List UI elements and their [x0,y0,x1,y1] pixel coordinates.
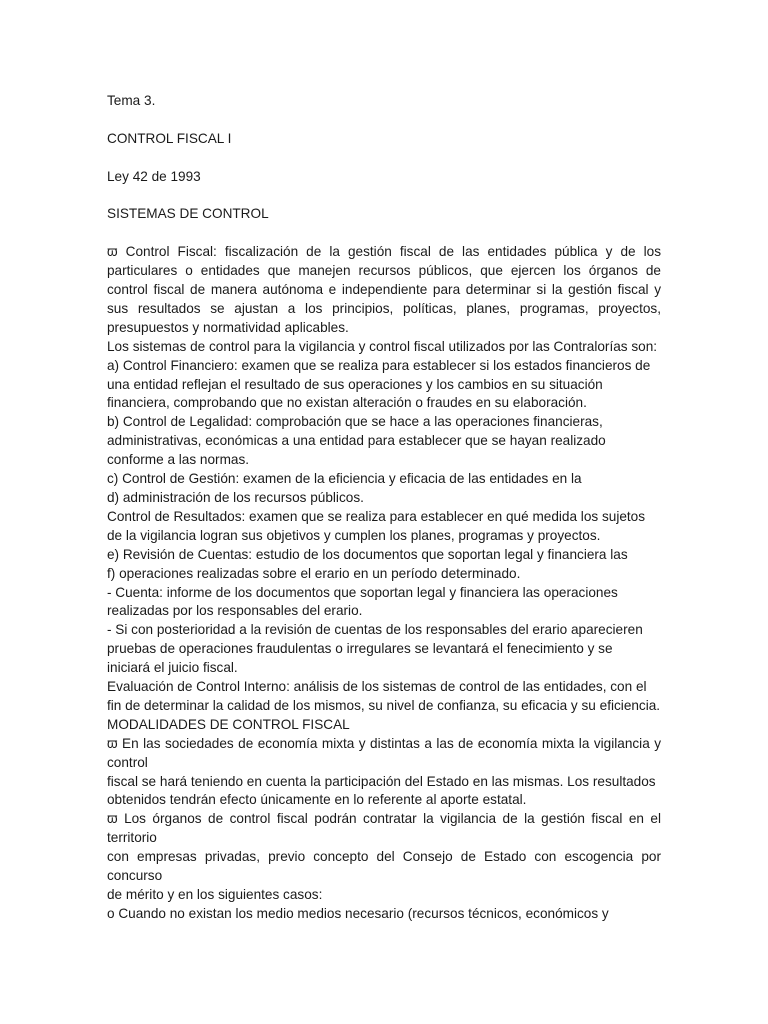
text-line: administrativas, económicas a una entidad para establecer que se hayan realizado [107,433,606,449]
text-line: presupuestos y normatividad aplicables. [107,319,349,335]
text-line: Control de Resultados: examen que se realiza para establecer en qué medida los sujetos [107,508,646,524]
blank-line [107,111,661,130]
text-line: una entidad reflejan el resultado de sus operaciones y los cambios en su situación [107,376,603,392]
text-line: financiera, comprobando que no existan alteración o fraudes en su elaboración. [107,395,587,411]
text-line: control [107,754,148,770]
text-line: pruebas de operaciones fraudulentas o irregulares se levantará el fenecimiento y se [107,641,613,657]
text-line: fiscal se hará teniendo en cuenta la participación del Estado en las mismas. Los resultados [107,773,656,789]
text-line: concurso [107,868,163,884]
text-line: de la vigilancia logran sus objetivos y cumplen los planes, programas y proyectos. [107,527,601,543]
text-line: obtenidos tendrán efecto únicamente en lo referente al aporte estatal. [107,792,527,808]
text-line: CONTROL FISCAL I [107,130,232,146]
text-line: particulares o entidades que manejen recursos públicos, que ejercen los órganos de [107,263,661,279]
text-line: ϖ Los órganos de control fiscal podrán contratar la vigilancia de la gestión fiscal en el [107,811,661,827]
text-line: de mérito y en los siguientes casos: [107,887,323,902]
text-line: d) administración de los recursos públicos. [107,489,364,505]
text-line: - Cuenta: informe de los documentos que soportan legal y financiera las operaciones [107,584,618,600]
text-line: b) Control de Legalidad: comprobación que se hace a las operaciones financieras, [107,414,603,430]
text-line: territorio [107,830,157,846]
text-line: Ley 42 de 1993 [107,168,201,184]
text-line: f) operaciones realizadas sobre el erario en un período determinado. [107,565,521,581]
text-line: iniciará el juicio fiscal. [107,660,238,676]
text-line: sus resultados se ajustan a los principios, políticas, planes, programas, proyectos, [107,300,661,316]
text-line: realizadas por los responsables del erario. [107,603,363,619]
blank-line [107,149,661,168]
text-line: con empresas privadas, previo concepto del Consejo de Estado con escogencia por [107,849,661,865]
text-line: SISTEMAS DE CONTROL [107,206,269,222]
text-line: Tema 3. [107,93,156,108]
text-line: control fiscal de manera autónoma e independiente para determinar si la gestión fiscal y [107,282,661,297]
text-line: e) Revisión de Cuentas: estudio de los documentos que soportan legal y financiera las [107,546,628,562]
text-line: Los sistemas de control para la vigilancia y control fiscal utilizados por las Contralorías son: [107,338,658,354]
blank-line [107,224,661,243]
blank-line [107,187,661,206]
text-line: o Cuando no existan los medio medios necesario (recursos técnicos, económicos y [107,905,609,921]
text-line: Evaluación de Control Interno: análisis de los sistemas de control de las entidades, con el [107,679,647,695]
text-line: c) Control de Gestión: examen de la eficiencia y eficacia de las entidades en la [107,471,582,487]
text-line: fin de determinar la calidad de los mismos, su nivel de confianza, su eficacia y su eficiencia. [107,697,661,713]
text-line: ϖ Control Fiscal: fiscalización de la gestión fiscal de las entidades pública y de los [107,244,661,260]
text-line: - Si con posterioridad a la revisión de cuentas de los responsables del erario aparecieren [107,622,643,638]
text-line: MODALIDADES DE CONTROL FISCAL [107,716,350,732]
text-line: conforme a las normas. [107,452,250,468]
text-line: a) Control Financiero: examen que se realiza para establecer si los estados financieros de [107,357,651,373]
document-page [107,92,661,924]
text-line: ϖ En las sociedades de economía mixta y distintas a las de economía mixta la vigilancia y [107,735,661,751]
